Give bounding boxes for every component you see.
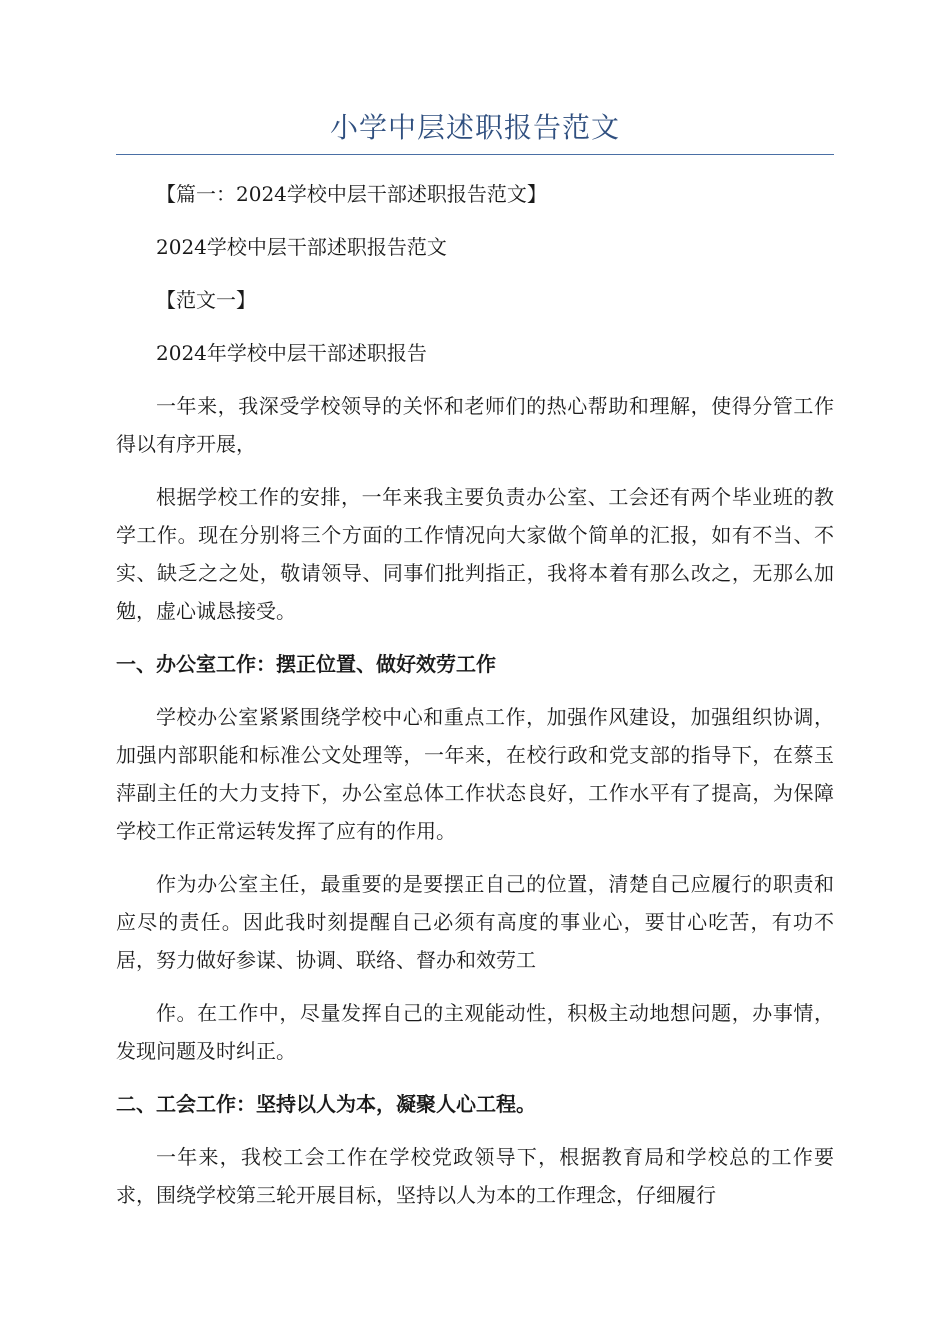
- paragraph-responsibilities: 根据学校工作的安排，一年来我主要负责办公室、工会还有两个毕业班的教学工作。现在分别将三个方面的工作情况向大家做个简单的汇报，如有不当、不实、缺乏之之处，敬请领导、同事们批判指正，我将本着有那么改之，无那么加勉，虚心诚恳接受。: [116, 485, 834, 623]
- paragraph-report-subtitle: 2024年学校中层干部述职报告: [156, 341, 427, 365]
- document-page: [116, 108, 834, 1214]
- heading-union-work: 二、工会工作：坚持以人为本，凝聚人心工程。: [116, 1092, 536, 1116]
- title-underline: [116, 154, 834, 155]
- paragraph-office-director-role: 作为办公室主任，最重要的是要摆正自己的位置，清楚自己应履行的职责和应尽的责任。因此我时刻提醒自己必须有高度的事业心，要甘心吃苦，有功不居，努力做好参谋、协调、联络、督办和效劳工: [116, 872, 834, 972]
- paragraph-report-title: 2024学校中层干部述职报告范文: [156, 235, 447, 259]
- heading-office-work: 一、办公室工作：摆正位置、做好效劳工作: [116, 652, 496, 676]
- document-title: 小学中层述职报告范文: [329, 111, 620, 144]
- paragraph-section-heading: 【篇一：2024学校中层干部述职报告范文】: [156, 182, 547, 206]
- paragraph-office-overview: 学校办公室紧紧围绕学校中心和重点工作，加强作风建设，加强组织协调，加强内部职能和标准公文处理等，一年来，在校行政和党支部的指导下，在蔡玉萍副主任的大力支持下，办公室总体工作状态良好，工作水平有了提高，为保障学校工作正常运转发挥了应有的作用。: [116, 705, 834, 843]
- paragraph-intro: 一年来，我深受学校领导的关怀和老师们的热心帮助和理解，使得分管工作得以有序开展，: [116, 394, 834, 456]
- paragraph-sample-label: 【范文一】: [156, 288, 256, 312]
- paragraph-union-overview: 一年来，我校工会工作在学校党政领导下，根据教育局和学校总的工作要求，围绕学校第三轮开展目标，坚持以人为本的工作理念，仔细履行: [116, 1145, 834, 1207]
- paragraph-office-initiative: 作。在工作中，尽量发挥自己的主观能动性，积极主动地想问题，办事情，发现问题及时纠正。: [116, 1001, 834, 1063]
